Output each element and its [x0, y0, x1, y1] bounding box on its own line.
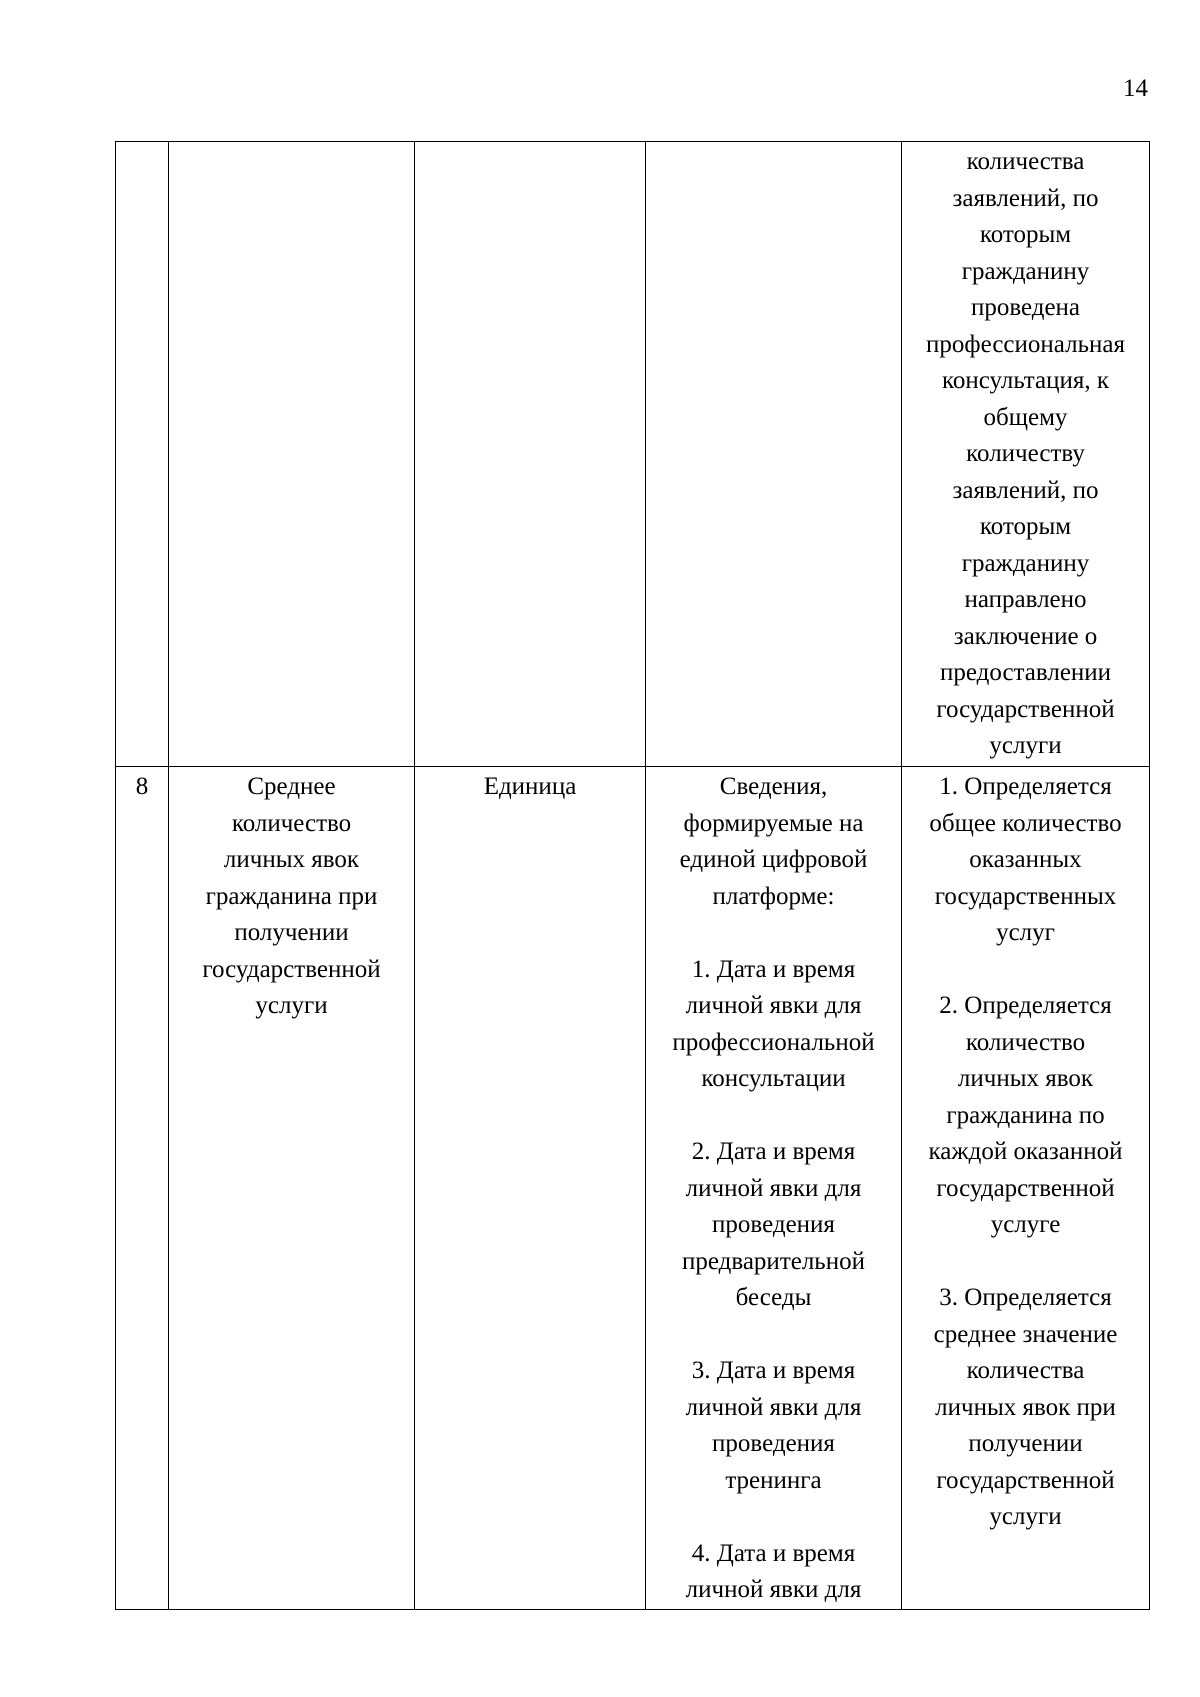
sources-item-1: 1. Дата и время личной явки для профессиональной консультации [672, 955, 875, 1092]
cell-method [902, 767, 1150, 1610]
indicators-table [115, 141, 1150, 1610]
table-row-8 [116, 767, 1150, 1610]
cell-indicator [169, 767, 415, 1610]
method-list [906, 769, 1145, 1536]
cell-sources [646, 767, 902, 1610]
sources-intro: Сведения, формируемые на единой цифровой платформе: [679, 773, 868, 910]
sources-item-2: 2. Дата и время личной явки для проведения предварительной беседы [682, 1138, 865, 1311]
indicator-name: Среднее количество личных явок гражданина при получении государственной услуги [202, 773, 381, 1019]
method-step-3: 3. Определяется среднее значение количества личных явок при получении государственной услуги [933, 1284, 1118, 1530]
method-step-1: 1. Определяется общее количество оказанных государственных услуг [929, 773, 1122, 946]
cell-unit-empty [415, 142, 646, 767]
sources-item-3: 3. Дата и время личной явки для проведения тренинга [685, 1357, 862, 1494]
method-continuation-text: количества заявлений, по которым гражданину проведена профессиональная консультация, к общему количеству заявлений, по которым гражданину направлено заключение о предоставлении государственной услуги [926, 148, 1125, 759]
sources-item-4: 4. Дата и время личной явки для [685, 1539, 862, 1603]
cell-number-empty [116, 142, 169, 767]
unit-of-measure: Единица [483, 773, 577, 800]
cell-sources-empty [646, 142, 902, 767]
cell-unit [415, 767, 646, 1610]
cell-indicator-empty [169, 142, 415, 767]
cell-row-number [116, 767, 169, 1610]
table-row-continuation [116, 142, 1150, 767]
page-number: 14 [1123, 75, 1148, 102]
sources-list [650, 769, 897, 1609]
cell-method-continuation [902, 142, 1150, 767]
method-step-2: 2. Определяется количество личных явок гражданина по каждой оказанной государственной услуге [928, 992, 1123, 1238]
row-number: 8 [135, 773, 149, 800]
